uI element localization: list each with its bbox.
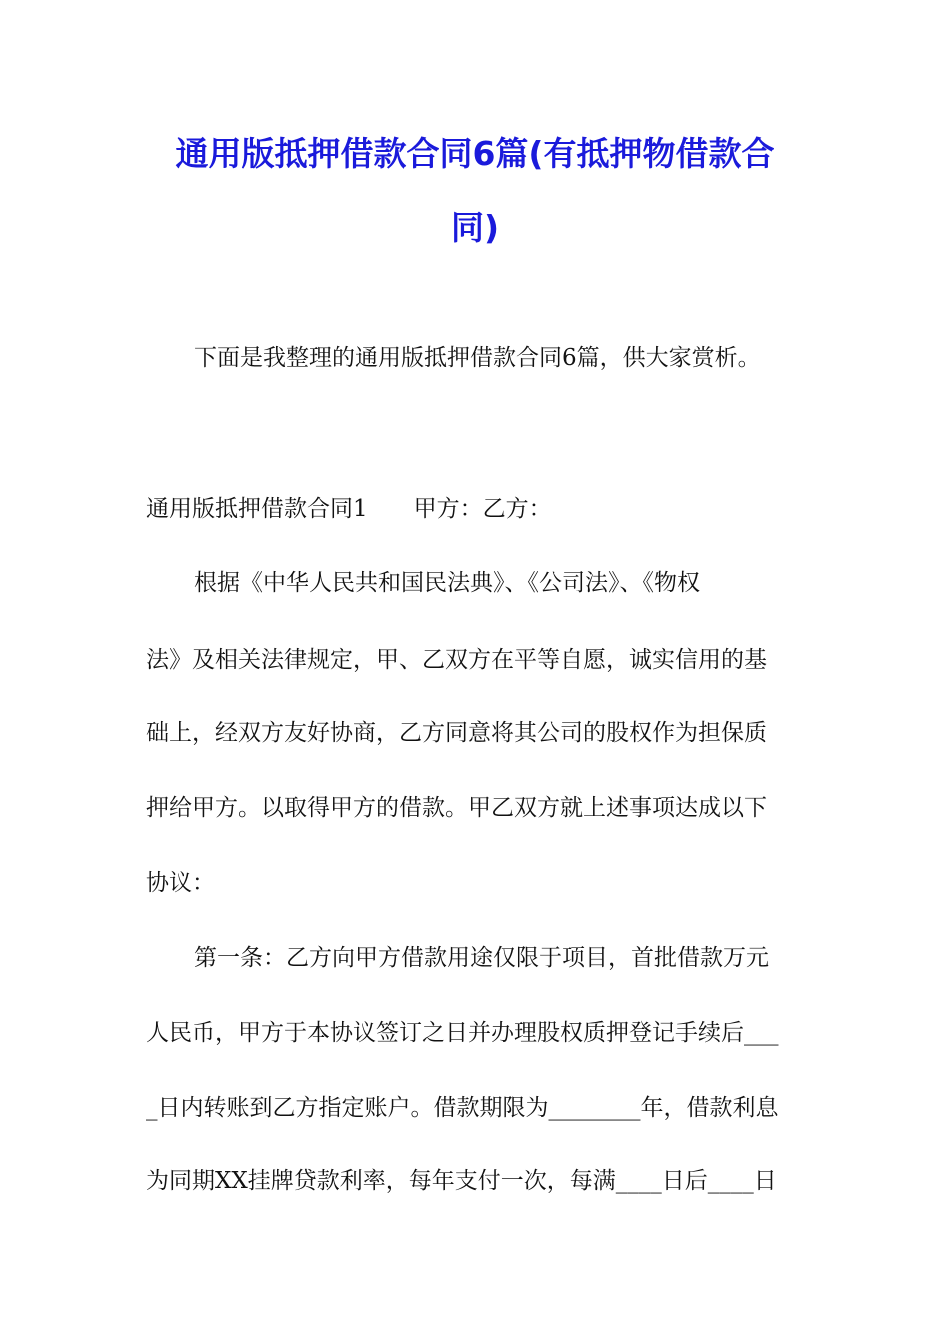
- paragraph-2-line: 为同期XX挂牌贷款利率，每年支付一次，每满____日后____日: [146, 1168, 777, 1194]
- paragraph-1-line: 押给甲方。以取得甲方的借款。甲乙双方就上述事项达成以下: [146, 795, 767, 821]
- paragraph-1-line: 根据《中华人民共和国民法典》、《公司法》、《物权: [194, 570, 700, 596]
- paragraph-1-line: 法》及相关法律规定，甲、乙双方在平等自愿，诚实信用的基: [146, 647, 767, 673]
- document-title-line-1: 通用版抵押借款合同6篇(有抵押物借款合: [175, 134, 775, 173]
- paragraph-2-line: 人民币，甲方于本协议签订之日并办理股权质押登记手续后___: [146, 1020, 779, 1046]
- document-title-line-2: 同): [450, 208, 500, 247]
- section-heading: 通用版抵押借款合同1 甲方：乙方：: [146, 496, 552, 522]
- paragraph-1-line: 础上，经双方友好协商，乙方同意将其公司的股权作为担保质: [146, 720, 767, 746]
- paragraph-2-line: 第一条：乙方向甲方借款用途仅限于项目，首批借款万元: [194, 945, 769, 971]
- paragraph-1-line: 协议：: [146, 870, 215, 896]
- intro-paragraph: 下面是我整理的通用版抵押借款合同6篇，供大家赏析。: [194, 345, 761, 371]
- paragraph-2-line: _日内转账到乙方指定账户。借款期限为________年，借款利息: [146, 1095, 779, 1121]
